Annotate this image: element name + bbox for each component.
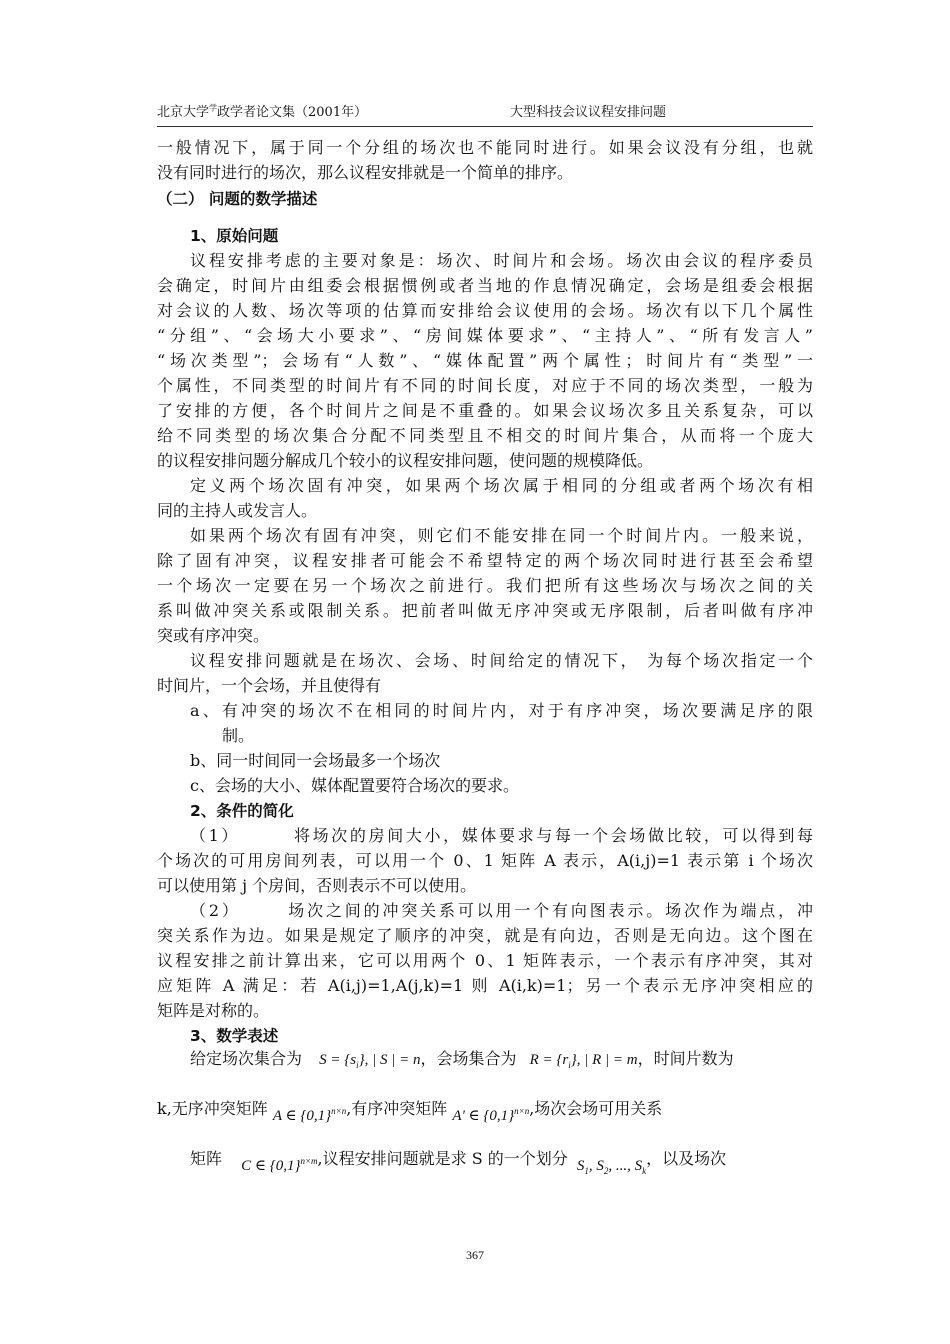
text-line: 一个场次一定要在另一个场次之前进行。我们把所有这些场次与场次之间的关 [157, 576, 813, 595]
text-line: 了安排的方便，各个时间片之间是不重叠的。如果会议场次多且关系复杂，可以 [157, 401, 813, 420]
text-line: 议程安排考虑的主要对象是：场次、时间片和会场。场次由会议的程序委员 [190, 251, 813, 270]
text-line: 给不同类型的场次集合分配不同类型且不相交的时间片集合，从而将一个庞大 [157, 426, 813, 445]
availability-matrix-formula: C ∈ $\{0,1\}^{n\times m}$ [241, 1156, 318, 1174]
text-line: 时间片，一个会场，并且使得有 [157, 676, 382, 695]
section-heading: （二） 问题的数学描述 [157, 190, 318, 208]
text-line: 可以使用第 j 个房间，否则表示不可以使用。 [157, 876, 477, 895]
list-item-c: c、会场的大小、媒体配置要符合场次的要求。 [190, 776, 519, 795]
math-line-2: k,无序冲突矩阵 A ∈ $\{0,1\}^{n\times n}$,有序冲突矩阵 A' ∈ $\{0,1\}^{n\times n}$,场次会场可用关系 [157, 1099, 663, 1124]
header-article-title: 大型科技会议议程安排问题 [510, 105, 667, 120]
partition-formula: $S_1$, $S_2$, ..., $S_k$ [576, 1158, 647, 1176]
text-line: 定义两个场次固有冲突，如果两个场次属于相同的分组或者两个场次有相 [190, 476, 813, 495]
text-line: 议程安排问题就是在场次、会场、时间给定的情况下， 为每个场次指定一个 [190, 651, 813, 670]
text-line: 对会议的人数、场次等项的估算而安排给会议使用的会场。场次有以下几个属性 [157, 301, 813, 320]
subsection-heading: 1、原始问题 [190, 227, 279, 245]
list-item-a: a、有冲突的场次不在相同的时间片内，对于有序冲突，场次要满足序的限 [190, 701, 813, 720]
text-line: 如果两个场次有固有冲突，则它们不能安排在同一个时间片内。一般来说， [190, 526, 813, 545]
text-line: 个属性，不同类型的时间片有不同的时间长度，对应于不同的场次类型，一般为 [157, 376, 813, 395]
text-line: 一般情况下，属于同一个分组的场次也不能同时进行。如果会议没有分组，也就 [157, 138, 813, 157]
set-s-formula: $S = \{s_i\}$, | S | = n [319, 1052, 421, 1070]
text-line: 系叫做冲突关系或限制关系。把前者叫做无序冲突或无序限制，后者叫做有序冲 [157, 601, 813, 620]
text-line: 矩阵是对称的。 [157, 1001, 270, 1020]
unordered-conflict-matrix-formula: A ∈ $\{0,1\}^{n\times n}$ [272, 1106, 347, 1124]
text-line: “分组”、“会场大小要求”、“房间媒体要求”、“主持人”、“所有发言人” [157, 326, 813, 345]
subsection-heading: 2、条件的简化 [190, 802, 294, 820]
math-line-3: 矩阵 C ∈ $\{0,1\}^{n\times m}$,议程安排问题就是求 S 的一个划分 $S_1$, $S_2$, ..., $S_k$，以及场次 [190, 1149, 727, 1176]
text-line: 应矩阵 A 满足：若 A(i,j)=1,A(j,k)=1 则 A(i,k)=1；另一个表示无序冲突相应的 [157, 976, 813, 995]
list-item-a-cont: 制。 [222, 726, 255, 745]
text-line: 除了固有冲突，议程安排者可能会不希望特定的两个场次同时进行甚至会希望 [157, 551, 813, 570]
page-number: 367 [466, 1248, 484, 1262]
header-journal-title: 北京大学$^学$政学者论文集（2001年） [157, 103, 368, 120]
subsection-heading: 3、数学表述 [190, 1027, 279, 1045]
text-line: 没有同时进行的场次，那么议程安排就是一个简单的排序。 [157, 163, 574, 182]
text-line: 议程安排之前计算出来，它可以用两个 0、1 矩阵表示，一个表示有序冲突，其对 [157, 951, 813, 970]
text-line: “场次类型”；会场有“人数”、“媒体配置”两个属性；时间片有“类型”一 [157, 351, 813, 370]
text-line: 的议程安排问题分解成几个较小的议程安排问题，使问题的规模降低。 [157, 451, 654, 470]
text-line: 突关系作为边。如果是规定了顺序的冲突，就是有向边，否则是无向边。这个图在 [157, 926, 813, 945]
list-item-b: b、同一时间同一会场最多一个场次 [190, 751, 441, 770]
text-line: （2） 场次之间的冲突关系可以用一个有向图表示。场次作为端点，冲 [190, 901, 813, 920]
ordered-conflict-matrix-formula: A' ∈ $\{0,1\}^{n\times n}$ [452, 1106, 530, 1124]
running-header [157, 104, 813, 127]
set-r-formula: $R = \{r_i\}$, | R | = m [529, 1052, 638, 1070]
text-line: 会确定，时间片由组委会根据惯例或者当地的作息情况确定，会场是组委会根据 [157, 276, 813, 295]
text-line: 个场次的可用房间列表，可以用一个 0、1 矩阵 A 表示，A(i,j)=1 表示第 i 个场次 [157, 851, 813, 870]
text-line: 同的主持人或发言人。 [157, 501, 318, 520]
text-line: （1） 将场次的房间大小，媒体要求与每一个会场做比较，可以得到每 [190, 826, 813, 845]
math-line-1: 给定场次集合为 $S = \{s_i\}$, | S | = n，会场集合为 $R = \{r_i\}$, | R | = m，时间片数为 [190, 1049, 734, 1070]
text-line: 突或有序冲突。 [157, 626, 270, 645]
